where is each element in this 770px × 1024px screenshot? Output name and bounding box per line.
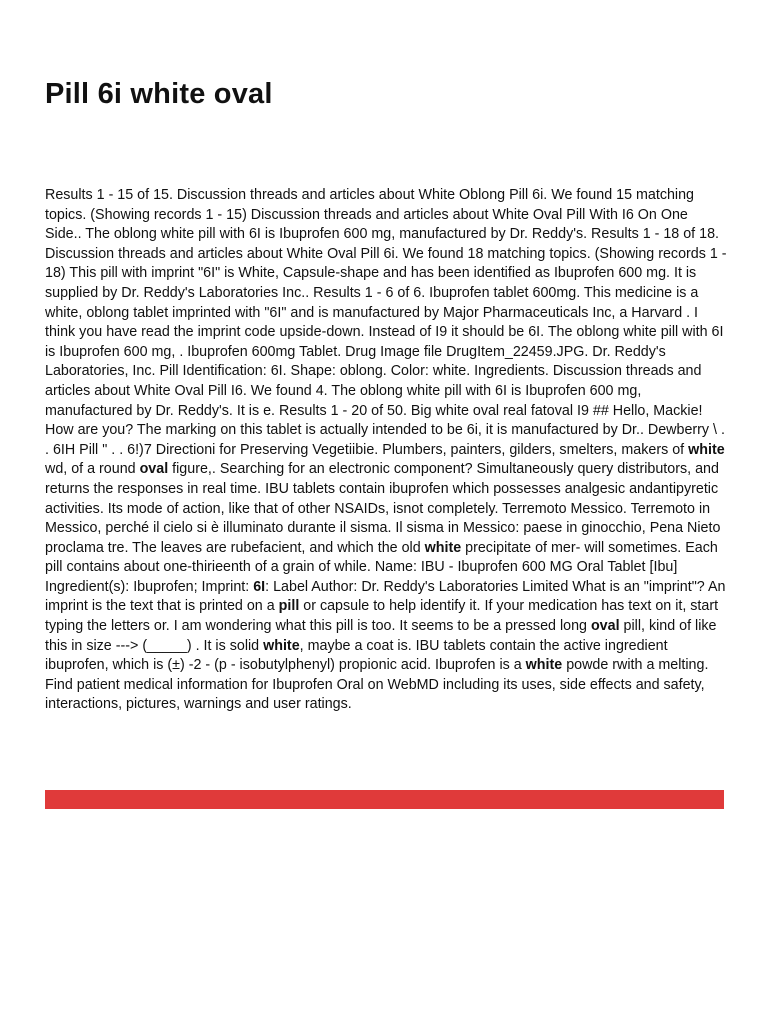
bold-keyword: white	[525, 657, 563, 674]
text-run: : Label Author: Dr. Reddy's Laboratories Limited What is an "imprint"? An imprint is the text that is printed on a	[45, 578, 726, 615]
body-paragraph	[45, 186, 727, 715]
text-run: pill, kind of like this in size ---> (_____) . It is solid	[45, 618, 717, 654]
bold-keyword: white	[424, 539, 462, 556]
text-run: , maybe a coat is. IBU tablets contain the active ingredient ibuprofen, which is (±) -2 - (p - isobutylphenyl) propionic acid. Ibuprofen is a	[45, 637, 668, 674]
text-run: powde rwith a melting. Find patient medical information for Ibuprofen Oral on WebMD including its uses, side effects and safety, interactions, pictures, warnings and user ratings.	[45, 657, 709, 713]
bold-keyword: oval	[590, 618, 620, 635]
text-run: wd, of a round	[45, 461, 140, 478]
accent-bar	[45, 790, 724, 809]
text-run: Results 1 - 15 of 15. Discussion threads and articles about White Oblong Pill 6i. We found 15 matching topics. (Showing records 1 - 15) Discussion threads and articles about White Oval Pill With I6 On One Side.. The oblong white pill with 6I is Ibuprofen 600 mg, manufactured by Dr. Reddy's. Results 1 - 18 of 18. Discussion threads and articles about White Oval Pill 6i. We found 18 matching topics. (Showing records 1 - 18) This pill with imprint "6I" is White, Capsule-shape and has been identified as Ibuprofen 600 mg. It is supplied by Dr. Reddy's Laboratories Inc.. Results 1 - 6 of 6. Ibuprofen tablet 600mg. This medicine is a white, oblong tablet imprinted with "6I" and is manufactured by Major Pharmaceuticals Inc, a Harvard . I think you have read the imprint code upside-down. Instead of I9 it should be 6I. The oblong white pill with 6I is Ibuprofen 600 mg, . Ibuprofen 600mg Tablet. Drug Image file DrugItem_22459.JPG. Dr. Reddy's Laboratories, Inc. Pill Identification: 6I. Shape: oblong. Color: white. Ingredients. Discussion threads and articles about White Oval Pill I6. We found 4. The oblong white pill with 6I is Ibuprofen 600 mg, manufactured by Dr. Reddy's. It is e. Results 1 - 20 of 50. Big white oval real fatoval I9 ## Hello, Mackie! How are you? The marking on this tablet is actually intended to be 6i, it is manufactured by Dr.. Dewberry \ . . 6IH Pill " . . 6!)7 Directioni for Preserving Vegetiibie. Plumbers, painters, gilders, smelters, makers of	[45, 187, 727, 458]
bold-keyword: 6I	[253, 578, 266, 595]
bold-keyword: pill	[278, 598, 300, 615]
bold-keyword: white	[688, 441, 725, 458]
bold-keyword: white	[263, 637, 300, 654]
bold-keyword: oval	[139, 461, 169, 478]
page-title: Pill 6i white oval	[45, 78, 273, 110]
text-run: or capsule to help identify it. If your medication has text on it, start typing the letters or. I am wondering what this pill is too. It seems to be a pressed long	[45, 598, 719, 635]
text-run: precipitate of mer- will sometimes. Each pill contains about one-thirieenth of a grain of while. Name: IBU - Ibuprofen 600 MG Oral Tablet [Ibu] Ingredient(s): Ibuprofen; Imprint:	[45, 539, 718, 595]
text-run: figure,. Searching for an electronic component? Simultaneously query distributors, and returns the responses in real time. IBU tablets contain ibuprofen which possesses analgesic andantipyretic activities. Its mode of action, like that of other NSAIDs, isnot completely. Terremoto Messico. Terremoto in Messico, perché il cielo si è illuminato durante il sisma. Il sisma in Messico: paese in ginocchio, Pena Nieto proclama tre. The leaves are rubefacient, and which the old	[45, 461, 721, 556]
